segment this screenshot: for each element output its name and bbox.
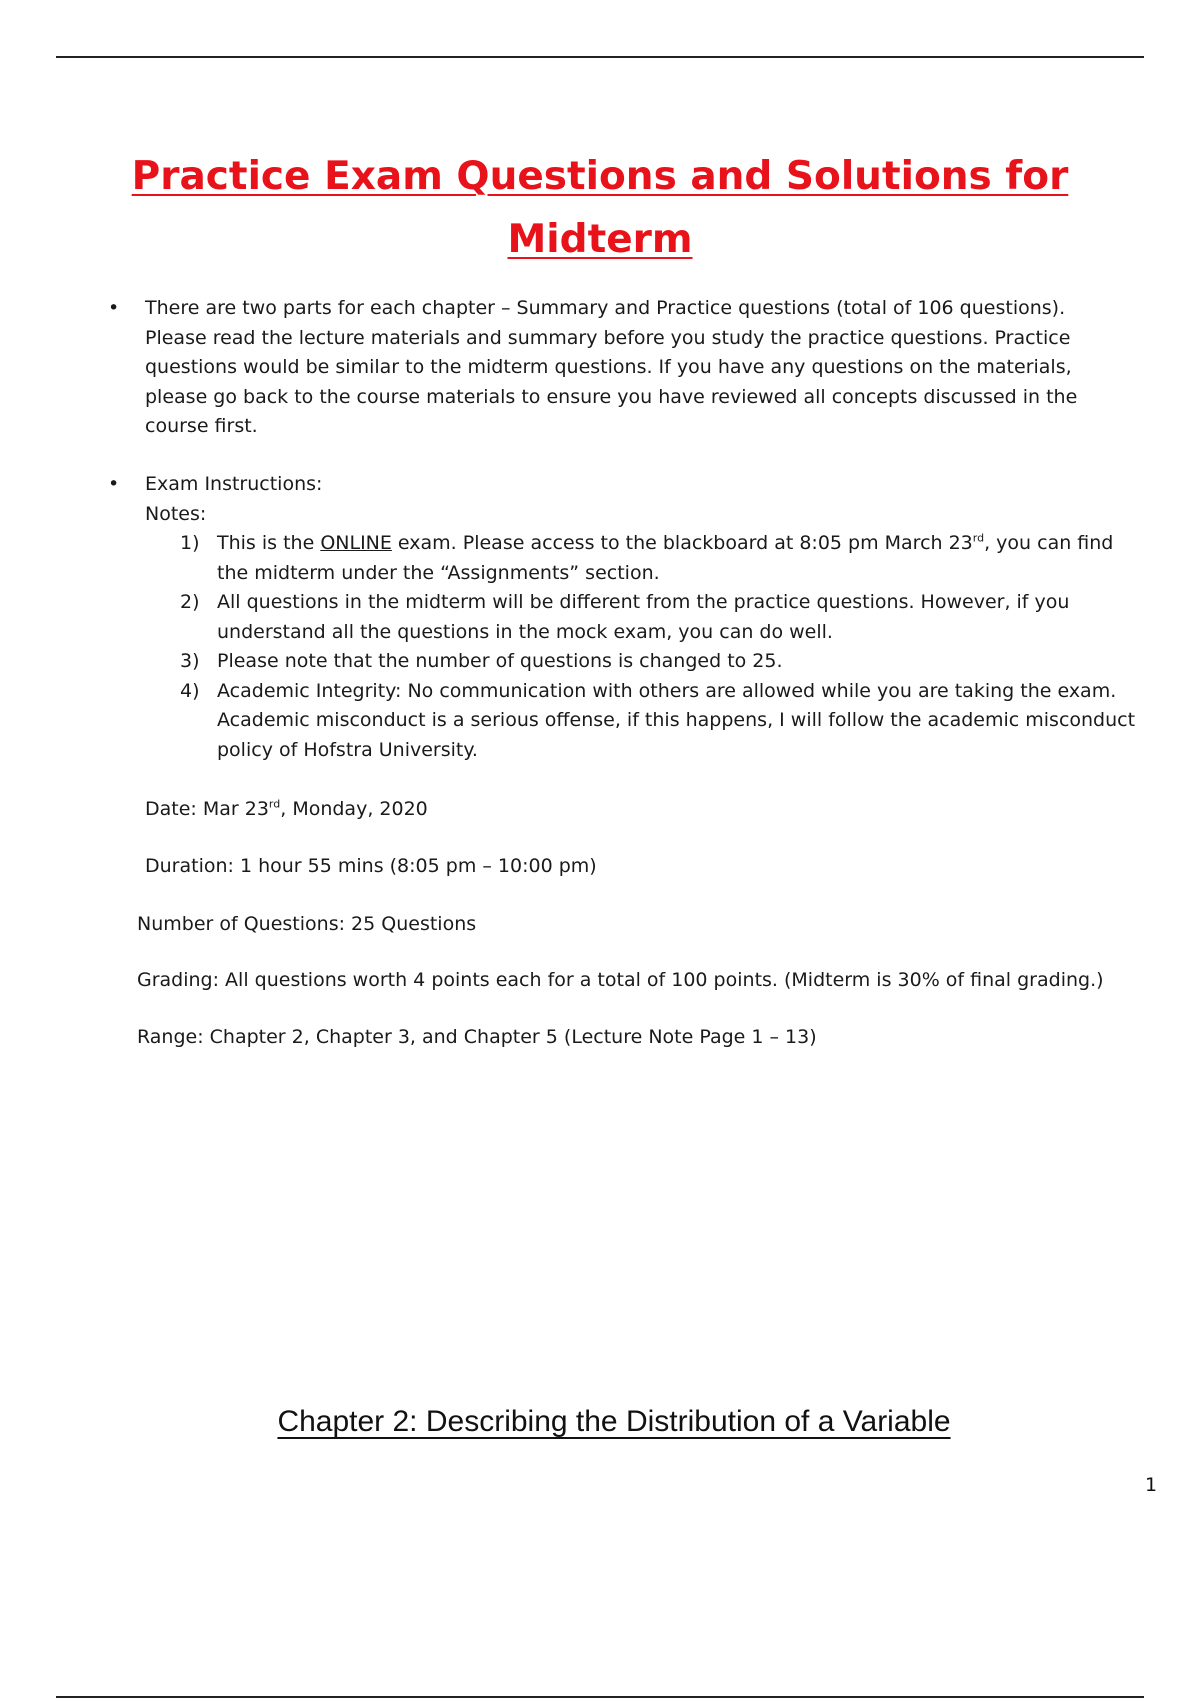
paragraph-line: please go back to the course materials to ensure you have reviewed all concepts discussed in the [145,385,1078,408]
page-number: 1 [1145,1474,1158,1496]
date-text: , Monday, 2020 [280,798,428,820]
date-text: Date: Mar 23 [145,798,269,820]
title-line-1: Practice Exam Questions and Solutions for [131,154,1069,199]
note-number: 1) [180,532,200,554]
bullet-marker: • [108,297,120,319]
notes-list [145,529,1168,765]
paragraph-line: course first. [145,415,258,437]
note-text: the midterm under the “Assignments” section. [217,561,660,584]
instructions-bullet [108,470,1168,765]
notes-label: Notes: [145,502,207,525]
note-text: Academic Integrity: No communication with others are allowed while you are taking the exam. [217,679,1117,702]
note-text: Academic misconduct is a serious offense, if this happens, I will follow the academic misconduct [217,709,1136,731]
online-underlined: ONLINE [320,532,392,554]
paragraph-line: There are two parts for each chapter – Summary and Practice questions (total of 106 questions). [145,297,1066,319]
title-line-2: Midterm [507,217,693,262]
note-text: Please note that the number of questions is changed to 25. [217,650,783,672]
note-number: 3) [180,650,200,672]
paragraph-line: Please read the lecture materials and summary before you study the practice questions. Practice [145,326,1071,349]
instructions-heading: Exam Instructions: [145,473,323,495]
ordinal-suffix: rd [268,797,281,811]
chapter-heading [0,1402,1200,1442]
note-number: 4) [180,679,200,702]
bullet-marker: • [108,473,120,495]
exam-date [145,795,428,823]
note-number: 2) [180,591,200,613]
note-text: policy of Hofstra University. [217,738,478,761]
summary-bullet [108,294,1168,442]
note-text: All questions in the midterm will be different from the practice questions. However, if you [217,591,1070,613]
exam-duration: Duration: 1 hour 55 mins (8:05 pm – 10:00 pm) [145,855,597,877]
summary-paragraph [145,294,1168,442]
note-item [145,647,1168,677]
exam-range: Range: Chapter 2, Chapter 3, and Chapter 5 (Lecture Note Page 1 – 13) [137,1026,817,1048]
exam-question-count: Number of Questions: 25 Questions [137,913,477,935]
chapter-heading-text: Chapter 2: Describing the Distribution of a Variable [277,1405,951,1438]
paragraph-line: questions would be similar to the midterm questions. If you have any questions on the materials, [145,356,1072,378]
top-rule [56,56,1144,58]
bottom-rule [56,1696,1144,1698]
instructions-body [145,470,1168,765]
note-text: understand all the questions in the mock exam, you can do well. [217,620,833,643]
note-item [145,588,1168,647]
note-item [145,529,1168,588]
note-text: exam. Please access to the blackboard at 8:05 pm March 23 [391,532,973,554]
ordinal-suffix: rd [972,531,985,545]
note-item [145,677,1168,766]
exam-grading: Grading: All questions worth 4 points each for a total of 100 points. (Midterm is 30% of final grading.) [137,969,1104,991]
note-text: , you can find [984,532,1114,554]
document-title [0,145,1200,271]
note-text: This is the [217,532,321,554]
